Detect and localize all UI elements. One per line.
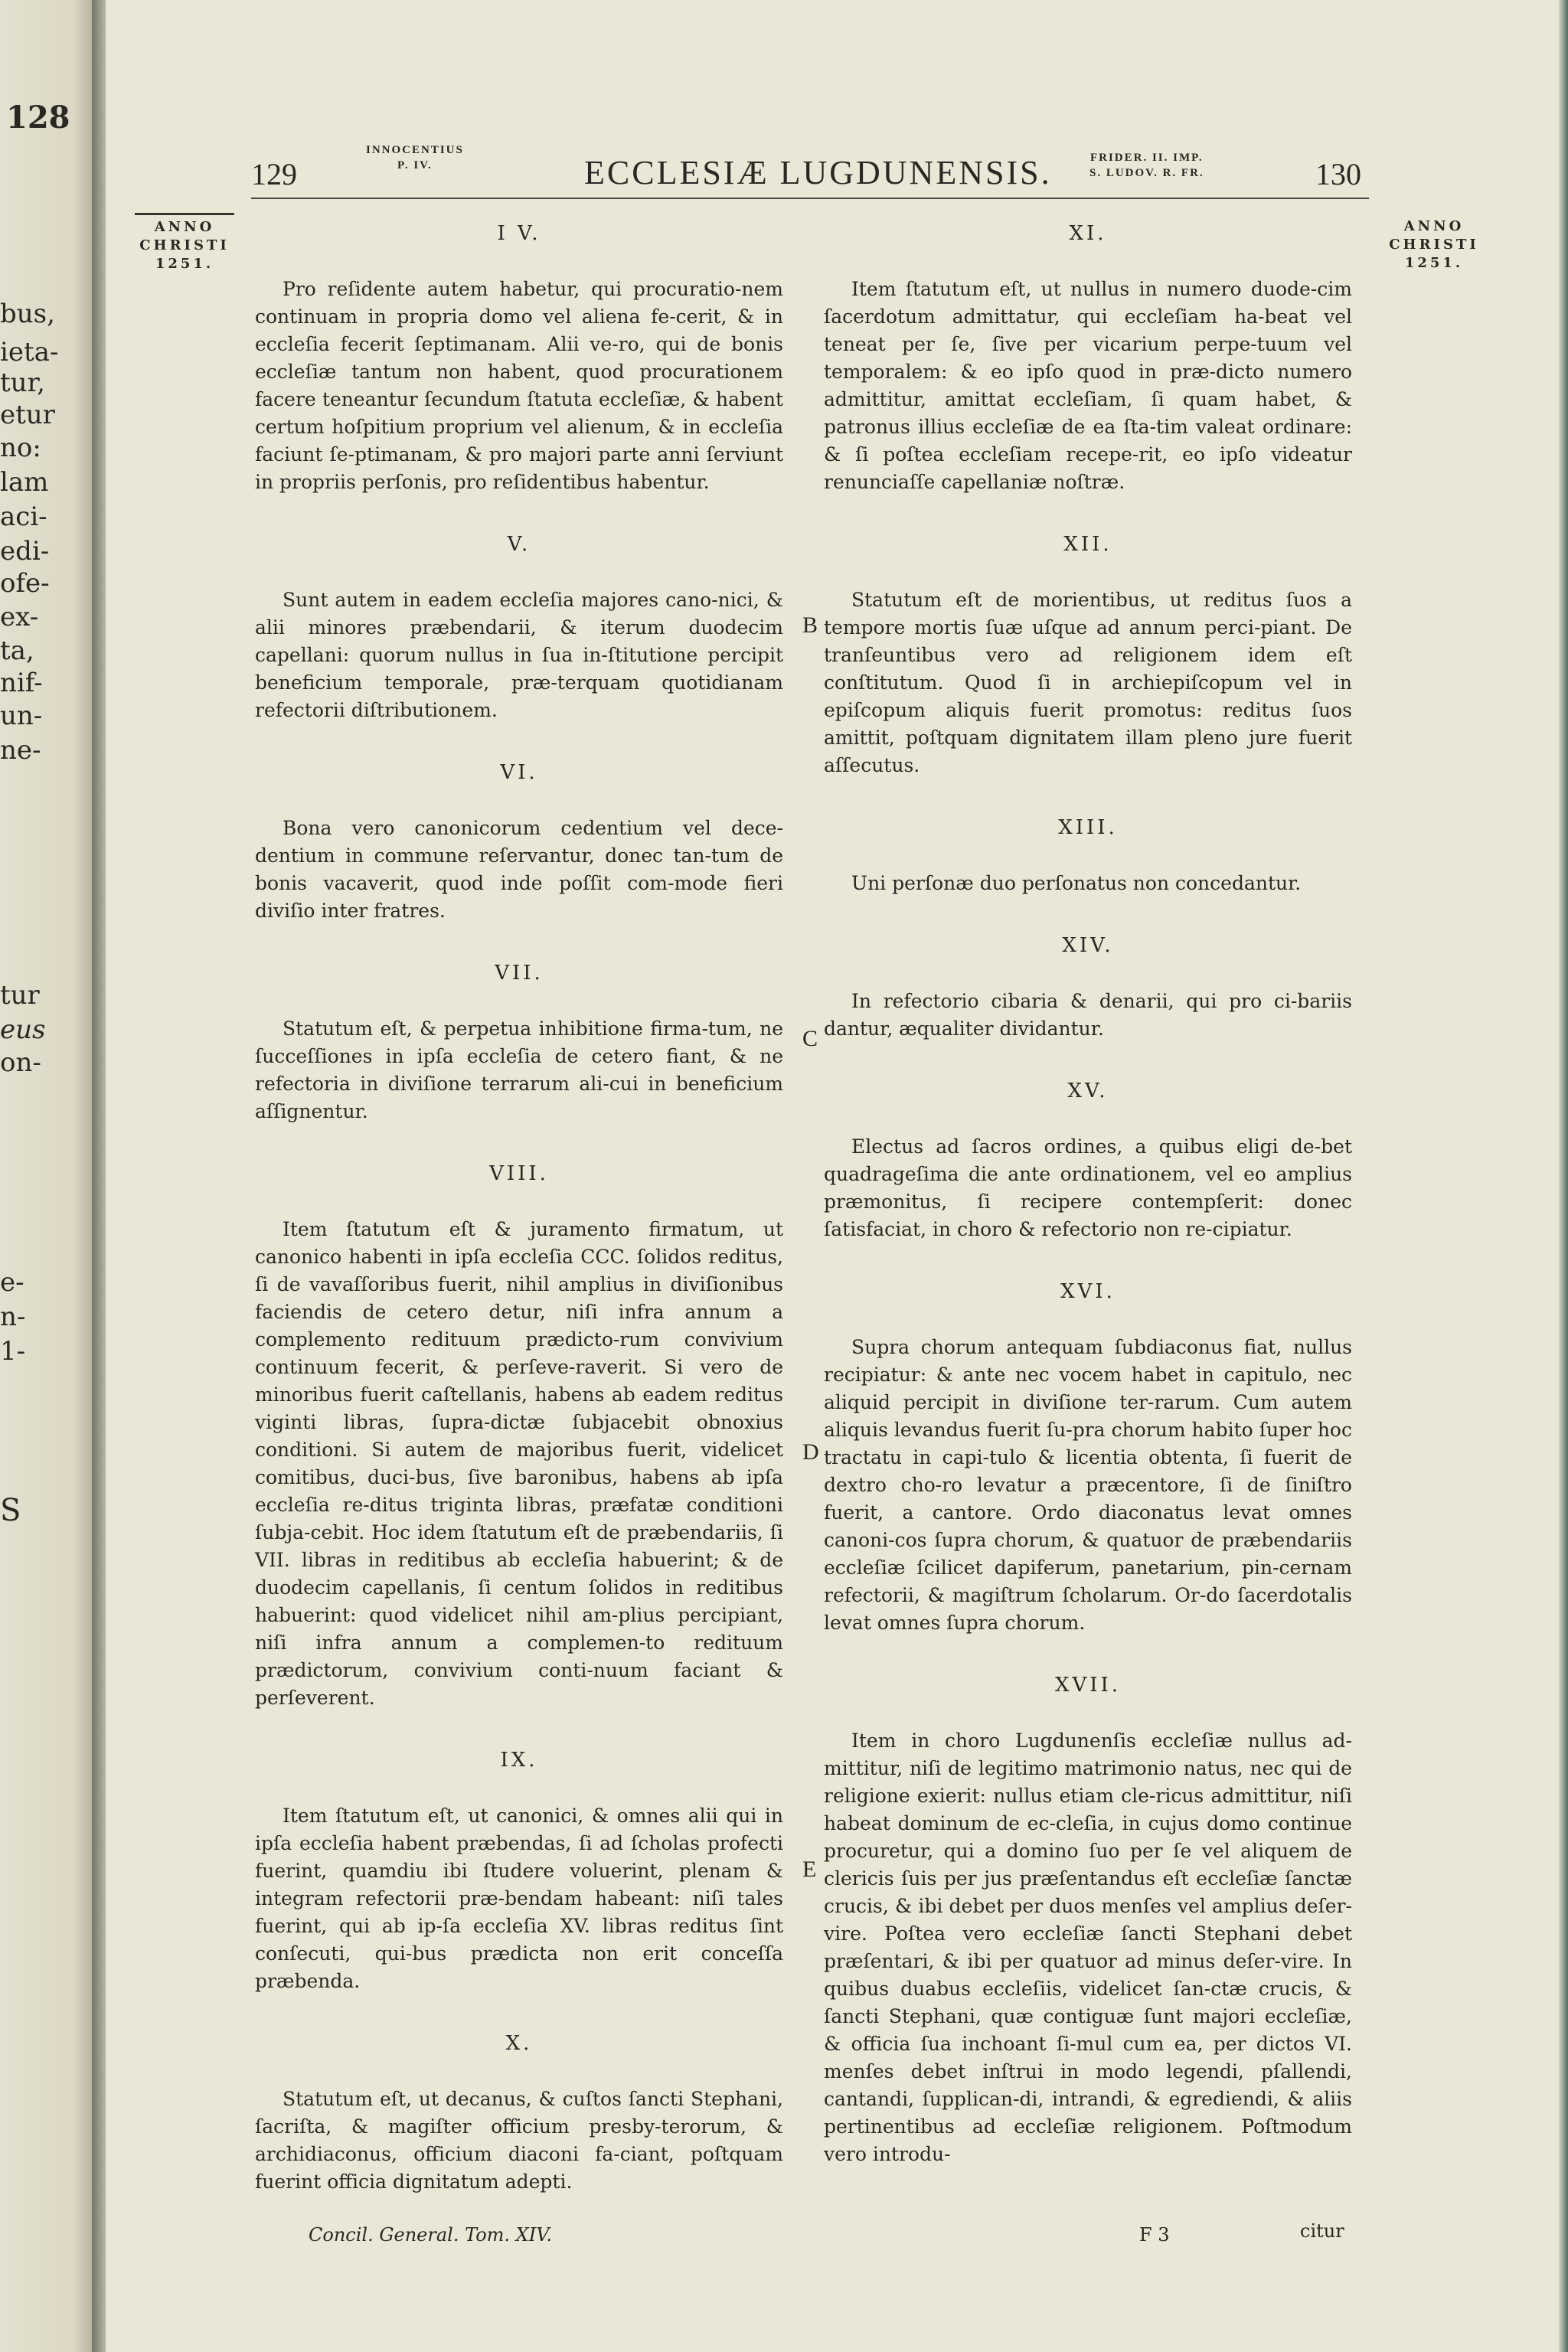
section-text: Sunt autem in eadem eccleſia majores cano-nici, & alii minores præbendarii, & iterum duodecim capellani: quorum nullus in ſua in-ſtitutione percipit beneficium temporale, præ-terquam quotidianam refectorii diſtributionem.: [255, 589, 783, 721]
header-pope-name: INNOCENTIUS: [366, 144, 464, 156]
section-text: Statutum eſt de morientibus, ut reditus ſuos a tempore mortis ſuæ uſque ad annum perci-piant. De tranſeuntibus vero ad religionem idem eſt conſtitutum. Quod ſi in archiepiſcopum vel in epiſcopum aliquis fuerit promotus: reditus ſuos amittit, poſtquam dignitatem illam pleno jure fuerit aſſecutus.: [824, 589, 1352, 776]
right-column: [824, 222, 1352, 2205]
page-title: ECCLESIÆ LUGDUNENSIS.: [584, 154, 1052, 191]
section-text: Supra chorum antequam ſubdiaconus fiat, nullus recipiatur: & ante nec vocem habet in capitulo, nec aliquid percipit in diviſione ter-rarum. Cum autem aliquis levandus fuerit ſu-pra chorum habito ſuper hoc tractatu in capi-tulo & licentia obtenta, ſi fuerit de dextro cho-ro levatur a præcentore, ſi de ſiniſtro fuerit, a cantore. Ordo diaconatus levat omnes canoni-cos ſupra chorum, & quatuor de præbendariis eccleſiæ ſcilicet dapiferum, panetarium, pin-cernam refectorii, & magiſtrum ſcholarum. Or-do ſacerdotalis levat omnes ſupra chorum.: [824, 1336, 1352, 1634]
margin-letter-e: E: [802, 1857, 817, 1882]
book-gutter: [92, 0, 106, 2352]
prev-page-fragment: no:: [0, 433, 41, 463]
prev-page-fragment: e-: [0, 1267, 24, 1298]
prev-page-fragment: ta,: [0, 635, 34, 666]
section-heading: XII.: [1063, 533, 1112, 556]
section-heading: XI.: [1069, 222, 1107, 245]
section-text: Item ſtatutum eſt & juramento firmatum, ut canonico habenti in ipſa eccleſia CCC. ſolidos reditus, ſi de vavaſſoribus fuerit, nihil amplius in diviſionibus faciendis de cetero detur, niſi infra annum a complemento redituum prædicto-rum convivium continuum fecerit, & perſeve-raverit. Si vero de minoribus fuerit caſtellanis, habens ab eadem reditus viginti libras, ſupra-dictæ ſubjacebit obnoxius conditioni. Si autem de majoribus fuerit, videlicet comitibus, duci-bus, ſive baronibus, habens ab ipſa eccleſia re-ditus triginta libras, præfatæ conditioni ſubja-cebit. Hoc idem ſtatutum eſt de præbendariis, ſi VII. libras in reditibus ab eccleſia habuerint; & de duodecim capellanis, ſi centum ſolidos in reditibus habuerint: quod videlicet nihil am-plius percipiant, niſi infra annum a complemen-to redituum prædictorum, convivium conti-nuum faciant & perſeverent.: [255, 1218, 783, 1709]
header-rulers-label: [1089, 150, 1204, 181]
prev-page-fragment: edi-: [0, 536, 50, 567]
section-heading: XVII.: [1054, 1674, 1122, 1697]
section-heading: XIII.: [1058, 816, 1118, 839]
section-heading: I V.: [497, 222, 541, 245]
prev-page-fragment: tur,: [0, 368, 45, 398]
section-heading: XIV.: [1062, 934, 1114, 957]
prev-page-fragment: lam: [0, 467, 49, 498]
header-pope-label: [366, 142, 464, 173]
anno-christi-right: [1384, 217, 1484, 273]
section-heading: XV.: [1067, 1080, 1109, 1102]
section-text: Uni perſonæ duo perſonatus non concedantur.: [851, 872, 1302, 894]
prev-page-fragment: aci-: [0, 501, 47, 532]
section-heading: VI.: [500, 761, 538, 784]
section-text: Bona vero canonicorum cedentium vel dece-dentium in commune reſervantur, donec tan-tum de bonis vacaverit, quod inde poſſit com-mode fieri diviſio inter fratres.: [255, 817, 783, 922]
header-emperor: FRIDER. II. IMP.: [1089, 152, 1204, 164]
section-heading: X.: [505, 2032, 533, 2055]
margin-letter-b: B: [802, 612, 818, 638]
prev-page-fragment: tur: [0, 980, 40, 1011]
book-page: [106, 0, 1568, 2352]
prev-page-fragment: ne-: [0, 735, 41, 766]
header-pope-number: P. IV.: [397, 159, 433, 172]
prev-page-fragment: nif-: [0, 668, 43, 698]
year-label: 1251.: [155, 256, 214, 272]
prev-page-fragment: eus: [0, 1014, 46, 1045]
prev-page-fragment: etur: [0, 400, 55, 430]
section-heading: V.: [507, 533, 531, 556]
header-king: S. LUDOV. R. FR.: [1089, 167, 1204, 179]
anno-label: ANNO: [154, 219, 215, 235]
header-rule: [251, 198, 1369, 199]
prev-page-fragment: on-: [0, 1047, 41, 1078]
christi-label: CHRISTI: [1389, 237, 1479, 253]
margin-letter-d: D: [802, 1439, 819, 1465]
christi-label: CHRISTI: [139, 237, 230, 253]
page-number-left: 129: [251, 157, 297, 191]
prev-page-fragment: 1-: [0, 1336, 26, 1367]
left-column: [255, 222, 783, 2233]
margin-letter-c: C: [802, 1026, 818, 1051]
anno-label: ANNO: [1403, 218, 1465, 234]
section-heading: VIII.: [489, 1162, 549, 1185]
section-text: Electus ad ſacros ordines, a quibus eligi de-bet quadrageſima die ante ordinationem, vel eo amplius præmonitus, ſi recipere contempſerit: donec ſatisfaciat, in choro & refectorio non re-cipiatur.: [824, 1135, 1352, 1240]
footer-catchword: citur: [1300, 2220, 1344, 2242]
footer-signature: F 3: [1139, 2224, 1170, 2246]
prev-page-fragment: un-: [0, 701, 43, 731]
previous-page-number: 128: [6, 100, 70, 136]
page-number-right: 130: [1315, 157, 1361, 191]
anno-christi-left: [135, 213, 234, 273]
section-text: Pro reſidente autem habetur, qui procuratio-nem continuam in propria domo vel aliena fe-cerit, & in eccleſia fecerit ſeptimanam. Alii ve-ro, qui de bonis eccleſiæ tantum non habent, quod procurationem facere teneantur ſecundum ſtatuta eccleſiæ, & habent certum hoſpitium proprium vel alienum, & in eccleſia faciunt ſe-ptimanam, & pro majori parte anni ſerviunt in propriis perſonis, pro reſidentibus habentur.: [255, 278, 783, 493]
section-text: Item ſtatutum eſt, ut nullus in numero duode-cim ſacerdotum admittatur, qui eccleſiam ha-beat vel teneat per ſe, ſive per vicarium perpe-tuum vel temporalem: & eo ipſo quod in præ-dicto numero admittitur, amittat eccleſiam, ſi quam habet, & patronus illius eccleſiæ de ea ſta-tim valeat ordinare: & ſi poſtea eccleſiam recepe-rit, eo ipſo videatur renunciaſſe capellaniæ noſtræ.: [824, 278, 1352, 493]
prev-page-fragment: ofe-: [0, 568, 50, 599]
footer-volume: Concil. General. Tom. XIV.: [309, 2224, 553, 2246]
prev-page-fragment: bus,: [0, 299, 55, 329]
prev-page-fragment: n-: [0, 1302, 26, 1332]
section-text: Statutum eſt, & perpetua inhibitione firma-tum, ne ſucceſſiones in ipſa eccleſia de cetero fiant, & ne refectoria in diviſione terrarum ali-cui in beneficium aſſignentur.: [255, 1018, 783, 1122]
section-heading: XVI.: [1060, 1280, 1116, 1303]
prev-page-fragment: S: [0, 1493, 21, 1528]
prev-page-fragment: ex-: [0, 602, 39, 632]
page-right-edge: [1559, 0, 1568, 2352]
section-heading: IX.: [500, 1749, 538, 1772]
section-text: Item ſtatutum eſt, ut canonici, & omnes alii qui in ipſa eccleſia habent præbendas, ſi ad ſcholas profecti fuerint, quamdiu ibi ſtudere voluerint, plenam & integram refectorii præ-bendam habeant: niſi tales fuerint, qui ab ip-ſa eccleſia XV. libras reditus ſint conſecuti, qui-bus prædicta non erit conceſſa præbenda.: [255, 1805, 783, 1992]
section-text: Statutum eſt, ut decanus, & cuſtos ſancti Stephani, ſacriſta, & magiſter officium presby-terorum, & archidiaconus, officium diaconi fa-ciant, poſtquam fuerint officia dignitatum adepti.: [255, 2088, 783, 2193]
section-text: In refectorio cibaria & denarii, qui pro ci-bariis dantur, æqualiter dividantur.: [824, 990, 1352, 1040]
previous-page-edge: [0, 0, 92, 2352]
prev-page-fragment: ieta-: [0, 337, 59, 368]
section-text: Item in choro Lugdunenſis eccleſiæ nullus ad-mittitur, niſi de legitimo matrimonio natus, nec qui de religione exierit: nullus etiam cle-ricus admittitur, niſi habeat dominum de ec-cleſia, in cujus domo continue procuretur, qui a domino ſuo per ſe vel aliquem de clericis ſuis per jus præſentandus eſt eccleſiæ ſanctæ crucis, & ibi debet per duos menſes vel amplius deſer-vire. Poſtea vero eccleſiæ ſancti Stephani debet præſentari, & ibi per quatuor ad minus deſer-vire. In quibus duabus eccleſiis, videlicet ſan-ctæ crucis, & ſancti Stephani, quæ contiguæ ſunt majori eccleſiæ, & officia ſua inchoant ſi-mul cum ea, per dictos VI. menſes debet inſtrui in modo legendi, pſallendi, cantandi, ſupplican-di, intrandi, & egrediendi, & aliis pertinentibus ad eccleſiæ religionem. Poſtmodum vero introdu-: [824, 1730, 1352, 2165]
year-label: 1251.: [1404, 255, 1464, 271]
section-heading: VII.: [495, 962, 544, 985]
